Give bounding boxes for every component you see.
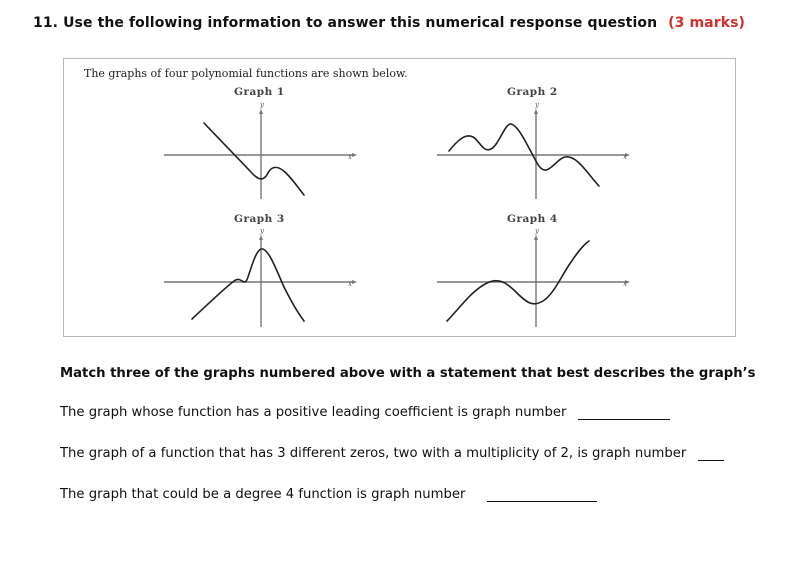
figure-intro: The graphs of four polynomial functions are shown below. — [84, 67, 408, 80]
graph-1-curve — [204, 123, 304, 195]
graph-1-y-arrow — [259, 109, 263, 114]
question-marks: (3 marks) — [668, 15, 746, 31]
match-instruction: Match three of the graphs numbered above with a statement that best describes the graph’s — [60, 366, 756, 381]
statement-1-answer-blank[interactable] — [578, 405, 670, 420]
statement-2-text: The graph of a function that has 3 different zeros, two with a multiplicity of 2, is graph number — [60, 446, 687, 461]
graph-2-plot — [437, 101, 637, 201]
graph-2-title: Graph 2 — [507, 86, 558, 98]
graph-4-y-arrow — [534, 235, 538, 240]
statement-3-answer-blank[interactable] — [487, 487, 597, 502]
graph-1-plot — [164, 101, 364, 201]
graph-4-x-label: x — [623, 280, 627, 288]
graph-1-title: Graph 1 — [234, 86, 285, 98]
graph-3-y-arrow — [259, 235, 263, 240]
graph-3-title: Graph 3 — [234, 213, 285, 225]
statement-3-text: The graph that could be a degree 4 function is graph number — [60, 487, 466, 502]
graph-4-plot — [437, 229, 637, 329]
graph-2-y-label: y — [535, 101, 539, 109]
graph-1-y-label: y — [260, 101, 264, 109]
statement-2-answer-blank[interactable] — [698, 446, 724, 461]
graph-4-title: Graph 4 — [507, 213, 558, 225]
graph-4-y-label: y — [535, 227, 539, 235]
question-number: 11. — [33, 15, 59, 31]
graph-4-curve — [447, 241, 589, 321]
graph-3-x-arrow — [352, 280, 357, 284]
question-header — [33, 15, 745, 31]
graphs-figure — [63, 58, 736, 337]
statement-1 — [60, 405, 670, 420]
graph-3-curve — [192, 249, 304, 321]
graph-3-y-label: y — [260, 227, 264, 235]
statement-1-text: The graph whose function has a positive leading coefficient is graph number — [60, 405, 567, 420]
graph-1-x-arrow — [352, 153, 357, 157]
graph-2-x-label: x — [623, 153, 627, 161]
graph-2-y-arrow — [534, 109, 538, 114]
graph-1-x-label: x — [348, 153, 352, 161]
graph-3-x-label: x — [348, 280, 352, 288]
question-prompt: Use the following information to answer this numerical response question — [63, 15, 658, 31]
graph-3-plot — [164, 229, 364, 329]
statement-2 — [60, 446, 724, 461]
statement-3 — [60, 487, 597, 502]
